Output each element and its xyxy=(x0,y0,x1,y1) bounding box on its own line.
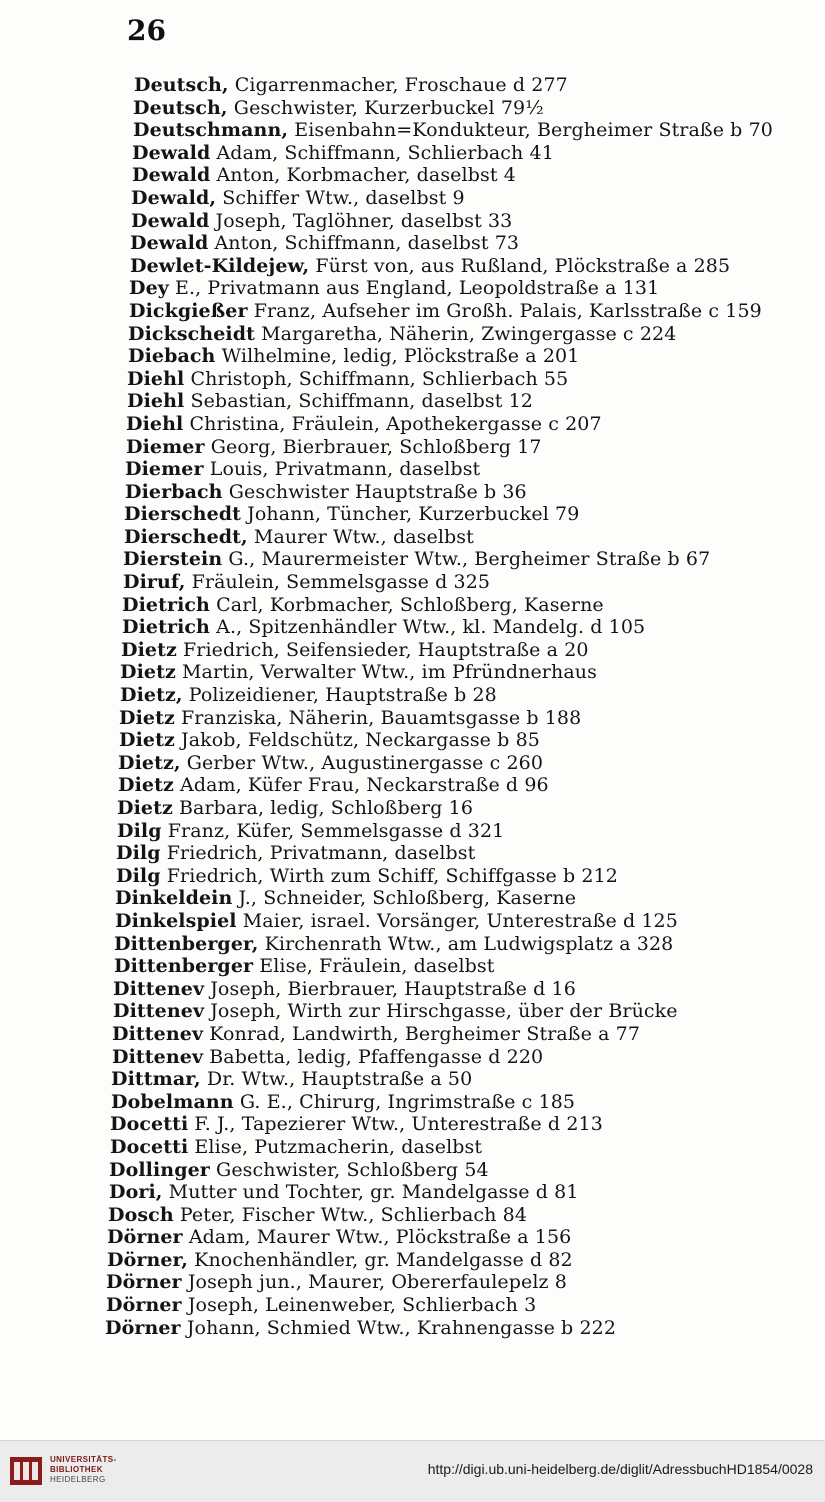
directory-entry xyxy=(0,97,825,120)
entry-surname: Docetti xyxy=(110,1135,189,1158)
entry-surname: Dobelmann xyxy=(111,1090,234,1113)
directory-entry xyxy=(0,842,825,865)
entry-details: Joseph jun., Maurer, Obererfaulepelz 8 xyxy=(181,1271,567,1294)
entry-surname: Diebach xyxy=(128,345,216,368)
entry-surname: Dey xyxy=(129,277,169,300)
entry-surname: Deutsch, xyxy=(133,96,228,119)
entry-surname: Dierschedt xyxy=(124,503,242,526)
entry-surname: Dörner xyxy=(106,1294,182,1317)
entry-details: Elise, Fräulein, daselbst xyxy=(253,955,495,978)
entry-details: Franz, Aufseher im Großh. Palais, Karlsstraße c 159 xyxy=(247,299,762,322)
entry-surname: Dierschedt, xyxy=(124,525,248,548)
entry-details: Elise, Putzmacherin, daselbst xyxy=(188,1135,483,1158)
entry-surname: Diehl xyxy=(127,367,185,390)
entry-details: Louis, Privatmann, daselbst xyxy=(203,458,481,481)
entry-surname: Deutsch, xyxy=(134,74,229,96)
entry-details: Eisenbahn=Kondukteur, Bergheimer Straße b 70 xyxy=(288,119,773,142)
logo-line-1: UNIVERSITÄTS- xyxy=(50,1455,117,1464)
entry-surname: Dilg xyxy=(116,842,161,865)
directory-entry xyxy=(0,323,825,346)
entry-details: Kirchenrath Wtw., am Ludwigsplatz a 328 xyxy=(258,932,674,955)
entry-details: Adam, Schiffmann, Schlierbach 41 xyxy=(210,141,554,164)
directory-entry xyxy=(0,955,825,978)
directory-entry xyxy=(0,752,825,775)
page-number: 26 xyxy=(127,14,166,47)
entry-details: Polizeidiener, Hauptstraße b 28 xyxy=(182,684,497,707)
entry-surname: Dittenev xyxy=(113,977,205,1000)
entry-surname: Diruf, xyxy=(123,571,186,594)
entry-details: Geschwister, Kurzerbuckel 79½ xyxy=(227,96,544,119)
entry-details: Franz, Küfer, Semmelsgasse d 321 xyxy=(161,819,505,842)
entry-details: Joseph, Bierbrauer, Hauptstraße d 16 xyxy=(204,977,576,1000)
entry-surname: Diehl xyxy=(127,390,185,413)
entry-details: Georg, Bierbrauer, Schloßberg 17 xyxy=(204,435,542,458)
entry-surname: Dietz xyxy=(119,729,175,752)
entry-details: Peter, Fischer Wtw., Schlierbach 84 xyxy=(173,1203,528,1226)
entry-surname: Dittmar, xyxy=(111,1068,201,1091)
directory-entry xyxy=(0,571,825,594)
entry-surname: Dörner xyxy=(106,1271,182,1294)
directory-entry xyxy=(0,707,825,730)
entry-surname: Diehl xyxy=(126,412,184,435)
entry-surname: Dietz, xyxy=(120,684,183,707)
directory-entry xyxy=(0,1046,825,1069)
entry-details: Schiffer Wtw., daselbst 9 xyxy=(216,186,465,209)
entry-details: Babetta, ledig, Pfaffengasse d 220 xyxy=(203,1045,544,1068)
source-url-link[interactable]: http://digi.ub.uni-heidelberg.de/diglit/AdressbuchHD1854/0028 xyxy=(427,1461,813,1477)
entry-surname: Dickscheidt xyxy=(128,322,255,345)
entry-details: Knochenhändler, gr. Mandelgasse d 82 xyxy=(188,1248,573,1271)
entry-surname: Dittenberger xyxy=(114,955,254,978)
directory-entry xyxy=(0,300,825,323)
entry-surname: Dietz xyxy=(119,706,175,729)
entry-details: Sebastian, Schiffmann, daselbst 12 xyxy=(184,390,533,413)
entry-surname: Dilg xyxy=(116,864,161,887)
entry-details: Anton, Schiffmann, daselbst 73 xyxy=(208,232,520,255)
entry-surname: Dietz xyxy=(120,661,176,684)
directory-entry xyxy=(0,729,825,752)
entry-surname: Dinkelspiel xyxy=(115,909,237,932)
directory-entry xyxy=(0,1204,825,1227)
entry-details: Adam, Küfer Frau, Neckarstraße d 96 xyxy=(173,774,549,797)
directory-entry xyxy=(0,390,825,413)
entry-details: Margaretha, Näherin, Zwingergasse c 224 xyxy=(254,322,677,345)
directory-entry xyxy=(0,345,825,368)
entry-details: F. J., Tapezierer Wtw., Unterestraße d 213 xyxy=(188,1113,603,1136)
directory-entry xyxy=(0,1249,825,1272)
entry-surname: Dietz xyxy=(117,797,173,819)
entry-surname: Dietz xyxy=(121,638,177,661)
directory-entry xyxy=(0,1000,825,1023)
directory-entry xyxy=(0,1317,825,1340)
entry-surname: Dittenberger, xyxy=(114,932,259,955)
entry-details: Konrad, Landwirth, Bergheimer Straße a 77 xyxy=(203,1022,641,1045)
directory-entry xyxy=(0,1294,825,1317)
directory-entry xyxy=(0,255,825,278)
entry-details: G. E., Chirurg, Ingrimstraße c 185 xyxy=(233,1090,576,1113)
directory-entry xyxy=(0,164,825,187)
directory-entry xyxy=(0,277,825,300)
directory-entry xyxy=(0,458,825,481)
entry-details: Cigarrenmacher, Froschaue d 277 xyxy=(228,74,568,96)
directory-entry xyxy=(0,368,825,391)
directory-entry xyxy=(0,413,825,436)
directory-entry xyxy=(0,526,825,549)
directory-entry xyxy=(0,74,825,97)
directory-entry xyxy=(0,865,825,888)
entry-details: Wilhelmine, ledig, Plöckstraße a 201 xyxy=(215,345,580,368)
entry-surname: Docetti xyxy=(110,1113,189,1136)
directory-entry xyxy=(0,503,825,526)
entry-surname: Diemer xyxy=(126,435,205,458)
entry-details: G., Maurermeister Wtw., Bergheimer Straße b 67 xyxy=(222,548,711,571)
directory-entry xyxy=(0,1023,825,1046)
directory-entry xyxy=(0,1159,825,1182)
entry-details: Johann, Schmied Wtw., Krahnengasse b 222 xyxy=(180,1316,617,1339)
directory-entry xyxy=(0,639,825,662)
entry-surname: Diemer xyxy=(125,458,204,481)
entry-surname: Dinkeldein xyxy=(115,887,233,910)
logo-line-2: BIBLIOTHEK xyxy=(50,1465,103,1474)
directory-entry xyxy=(0,616,825,639)
entry-surname: Dittenev xyxy=(112,1045,204,1068)
university-library-logo-icon xyxy=(8,1453,44,1489)
logo-line-3: HEIDELBERG xyxy=(50,1475,106,1484)
directory-entry xyxy=(0,1136,825,1159)
entry-surname: Dietz xyxy=(118,774,174,797)
directory-entry xyxy=(0,142,825,165)
entry-surname: Dewald xyxy=(132,141,211,164)
entry-surname: Dewald xyxy=(132,164,211,187)
entry-details: Adam, Maurer Wtw., Plöckstraße a 156 xyxy=(182,1226,572,1249)
entry-details: Johann, Tüncher, Kurzerbuckel 79 xyxy=(241,503,580,526)
directory-entry xyxy=(0,436,825,459)
entry-surname: Dewald xyxy=(131,209,210,232)
directory-entry xyxy=(0,1091,825,1114)
entry-details: Martin, Verwalter Wtw., im Pfründnerhaus xyxy=(175,661,597,684)
directory-entry xyxy=(0,187,825,210)
entry-details: Maier, israel. Vorsänger, Unterestraße d 125 xyxy=(236,909,678,932)
entry-surname: Dollinger xyxy=(109,1158,210,1181)
entry-details: Joseph, Taglöhner, daselbst 33 xyxy=(209,209,513,232)
entry-surname: Dietrich xyxy=(122,616,210,639)
entry-details: Joseph, Wirth zur Hirschgasse, über der Brücke xyxy=(204,1000,678,1023)
entry-details: Fürst von, aus Rußland, Plöckstraße a 285 xyxy=(309,254,731,277)
entry-details: J., Schneider, Schloßberg, Kaserne xyxy=(232,887,577,910)
entry-details: Maurer Wtw., daselbst xyxy=(247,525,474,548)
directory-entry xyxy=(0,1226,825,1249)
entry-details: Geschwister, Schloßberg 54 xyxy=(209,1158,489,1181)
entry-surname: Dittenev xyxy=(113,1000,205,1023)
directory-entry xyxy=(0,1181,825,1204)
directory-entry xyxy=(0,910,825,933)
entry-surname: Dierbach xyxy=(125,480,223,503)
entry-details: Barbara, ledig, Schloßberg 16 xyxy=(172,797,474,819)
entry-details: Carl, Korbmacher, Schloßberg, Kaserne xyxy=(209,593,604,616)
entry-details: A., Spitzenhändler Wtw., kl. Mandelg. d 105 xyxy=(209,616,646,639)
entry-details: Jakob, Feldschütz, Neckargasse b 85 xyxy=(174,729,540,752)
entry-details: Gerber Wtw., Augustinergasse c 260 xyxy=(180,751,544,774)
directory-entry xyxy=(0,661,825,684)
entry-surname: Dickgießer xyxy=(129,299,248,322)
entry-details: Mutter und Tochter, gr. Mandelgasse d 81 xyxy=(162,1181,579,1204)
entry-surname: Dori, xyxy=(109,1181,163,1204)
entry-details: Christoph, Schiffmann, Schlierbach 55 xyxy=(184,367,569,390)
entry-surname: Dittenev xyxy=(112,1022,204,1045)
entry-details: Geschwister Hauptstraße b 36 xyxy=(222,480,527,503)
entry-details: Joseph, Leinenweber, Schlierbach 3 xyxy=(181,1294,537,1317)
directory-entry xyxy=(0,684,825,707)
entry-surname: Dierstein xyxy=(123,548,223,571)
entry-surname: Dörner xyxy=(107,1226,183,1249)
directory-entry xyxy=(0,481,825,504)
entry-details: Christina, Fräulein, Apothekergasse c 207 xyxy=(183,412,602,435)
directory-entry xyxy=(0,774,825,797)
entry-surname: Dörner xyxy=(105,1316,181,1339)
directory-entry xyxy=(0,232,825,255)
entry-details: Dr. Wtw., Hauptstraße a 50 xyxy=(200,1068,473,1091)
library-logo-text xyxy=(50,1455,117,1485)
directory-entry xyxy=(0,119,825,142)
directory-entry xyxy=(0,820,825,843)
directory-entry xyxy=(0,933,825,956)
entry-surname: Dosch xyxy=(108,1203,174,1226)
directory-entry xyxy=(0,1113,825,1136)
directory-entry-list xyxy=(0,74,825,1339)
entry-surname: Dewald, xyxy=(131,186,217,209)
entry-details: Franziska, Näherin, Bauamtsgasse b 188 xyxy=(174,706,582,729)
directory-entry xyxy=(0,594,825,617)
entry-surname: Dewlet-Kildejew, xyxy=(130,254,310,277)
entry-details: Friedrich, Seifensieder, Hauptstraße a 20 xyxy=(176,638,589,661)
entry-details: Anton, Korbmacher, daselbst 4 xyxy=(210,164,516,187)
entry-surname: Dilg xyxy=(117,819,162,842)
entry-surname: Dewald xyxy=(130,232,209,255)
viewer-footer xyxy=(0,1440,825,1502)
directory-entry xyxy=(0,210,825,233)
entry-details: Fräulein, Semmelsgasse d 325 xyxy=(185,571,491,594)
entry-surname: Dörner, xyxy=(107,1248,189,1271)
directory-entry xyxy=(0,1068,825,1091)
entry-details: Friedrich, Wirth zum Schiff, Schiffgasse b 212 xyxy=(160,864,618,887)
entry-surname: Dietz, xyxy=(118,751,181,774)
directory-entry xyxy=(0,797,825,820)
directory-entry xyxy=(0,978,825,1001)
entry-details: E., Privatmann aus England, Leopoldstraße a 131 xyxy=(168,277,660,300)
entry-surname: Dietrich xyxy=(122,593,210,616)
directory-entry xyxy=(0,548,825,571)
directory-entry xyxy=(0,887,825,910)
entry-details: Friedrich, Privatmann, daselbst xyxy=(160,842,476,865)
directory-entry xyxy=(0,1271,825,1294)
entry-surname: Deutschmann, xyxy=(133,119,289,142)
